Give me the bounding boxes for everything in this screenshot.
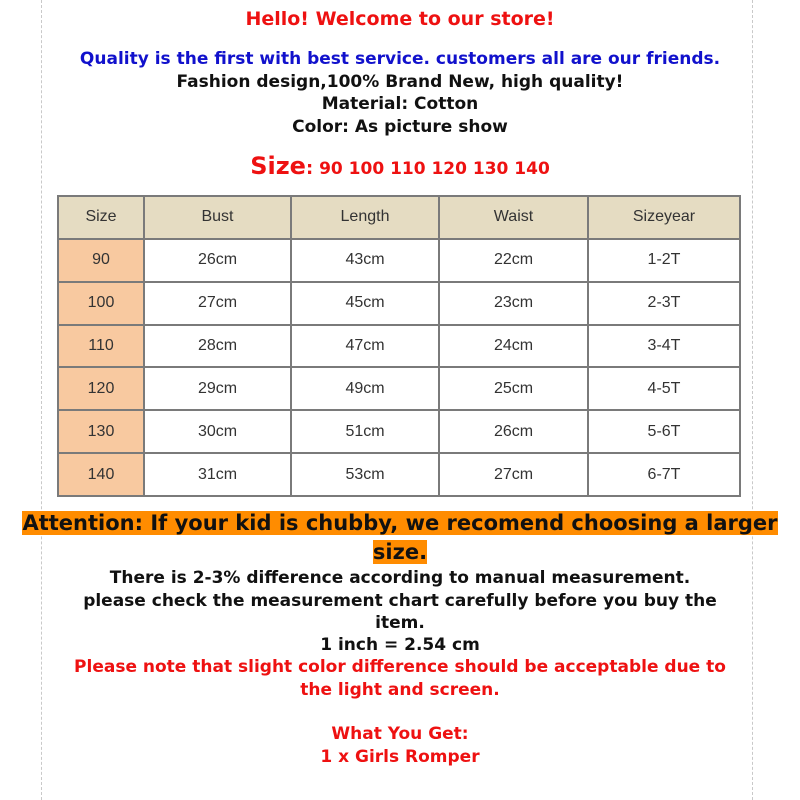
- header-size: Size: [58, 196, 144, 239]
- fashion-description: Fashion design,100% Brand New, high quality!: [176, 72, 624, 92]
- material-info: Material: Cotton: [321, 94, 479, 114]
- bust-cell: 29cm: [144, 367, 291, 410]
- table-header-row: [58, 196, 740, 239]
- check-chart-note-line2: item.: [375, 613, 425, 633]
- size-cell: 100: [58, 282, 144, 325]
- table-row: [58, 325, 740, 368]
- package-item: 1 x Girls Romper: [320, 747, 480, 767]
- sizeyear-cell: 5-6T: [588, 410, 740, 453]
- table-row: [58, 367, 740, 410]
- measurement-difference-note: There is 2-3% difference according to manual measurement.: [109, 568, 691, 588]
- bust-cell: 27cm: [144, 282, 291, 325]
- waist-cell: 22cm: [439, 239, 588, 282]
- table-row: [58, 410, 740, 453]
- color-info: Color: As picture show: [292, 117, 508, 137]
- length-cell: 53cm: [291, 453, 439, 496]
- quality-statement: Quality is the first with best service. customers all are our friends.: [79, 49, 721, 69]
- size-line: [0, 152, 800, 180]
- waist-cell: 23cm: [439, 282, 588, 325]
- length-cell: 51cm: [291, 410, 439, 453]
- header-waist: Waist: [439, 196, 588, 239]
- size-label: Size: [250, 152, 306, 180]
- check-chart-note-line1: please check the measurement chart carefully before you buy the: [83, 591, 717, 611]
- header-sizeyear: Sizeyear: [588, 196, 740, 239]
- color-difference-note-line2: the light and screen.: [300, 680, 500, 700]
- waist-cell: 24cm: [439, 325, 588, 368]
- bust-cell: 30cm: [144, 410, 291, 453]
- sizeyear-cell: 3-4T: [588, 325, 740, 368]
- size-cell: 120: [58, 367, 144, 410]
- length-cell: 47cm: [291, 325, 439, 368]
- size-colon: :: [305, 158, 314, 179]
- welcome-heading: Hello! Welcome to our store!: [245, 8, 555, 30]
- what-you-get-heading: What You Get:: [331, 724, 469, 744]
- size-chart-table: [57, 195, 741, 497]
- table-row: [58, 282, 740, 325]
- size-cell: 140: [58, 453, 144, 496]
- waist-cell: 25cm: [439, 367, 588, 410]
- length-cell: 43cm: [291, 239, 439, 282]
- attention-banner: Attention: If your kid is chubby, we recomend choosing a larger size.: [22, 511, 778, 564]
- table-row: [58, 239, 740, 282]
- size-cell: 90: [58, 239, 144, 282]
- attention-block: [0, 509, 800, 567]
- table-row: [58, 453, 740, 496]
- length-cell: 45cm: [291, 282, 439, 325]
- length-cell: 49cm: [291, 367, 439, 410]
- bust-cell: 31cm: [144, 453, 291, 496]
- sizeyear-cell: 4-5T: [588, 367, 740, 410]
- header-bust: Bust: [144, 196, 291, 239]
- sizeyear-cell: 2-3T: [588, 282, 740, 325]
- waist-cell: 27cm: [439, 453, 588, 496]
- waist-cell: 26cm: [439, 410, 588, 453]
- sizeyear-cell: 6-7T: [588, 453, 740, 496]
- bust-cell: 28cm: [144, 325, 291, 368]
- size-cell: 130: [58, 410, 144, 453]
- color-difference-note-line1: Please note that slight color difference should be acceptable due to: [74, 657, 726, 677]
- header-length: Length: [291, 196, 439, 239]
- size-values: 90 100 110 120 130 140: [313, 159, 550, 179]
- size-cell: 110: [58, 325, 144, 368]
- inch-conversion: 1 inch = 2.54 cm: [320, 635, 480, 655]
- sizeyear-cell: 1-2T: [588, 239, 740, 282]
- bust-cell: 26cm: [144, 239, 291, 282]
